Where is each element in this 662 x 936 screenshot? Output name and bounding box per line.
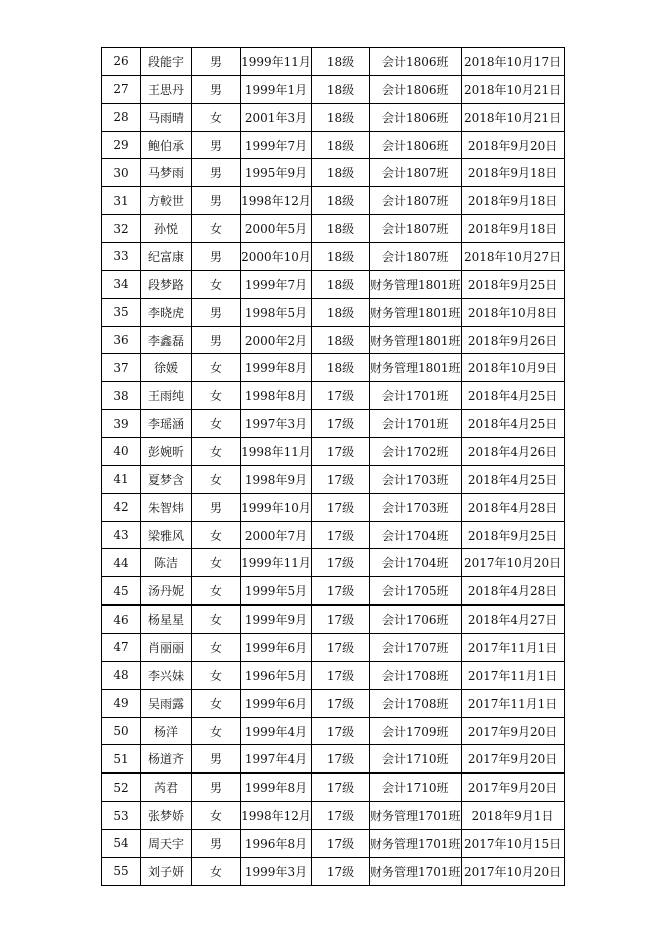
grade-cell: 18级 [312, 159, 370, 187]
class-name-cell: 财务管理1801班 [370, 270, 462, 298]
gender-cell: 女 [192, 438, 241, 466]
row-number-cell: 29 [102, 131, 141, 159]
grade-cell: 17级 [312, 549, 370, 577]
date-cell: 2017年10月15日 [461, 830, 564, 858]
birth-month-cell: 1995年9月 [241, 159, 312, 187]
table-row [102, 493, 565, 521]
date-cell: 2018年9月18日 [461, 159, 564, 187]
student-name-cell: 朱智炜 [141, 493, 192, 521]
student-name-cell: 陈洁 [141, 549, 192, 577]
date-cell: 2017年10月20日 [461, 857, 564, 885]
gender-cell: 女 [192, 410, 241, 438]
birth-month-cell: 1997年4月 [241, 745, 312, 773]
date-cell: 2018年4月25日 [461, 410, 564, 438]
row-number-cell: 44 [102, 549, 141, 577]
grade-cell: 17级 [312, 382, 370, 410]
class-name-cell: 会计1806班 [370, 103, 462, 131]
table-row [102, 243, 565, 271]
student-name-cell: 王雨纯 [141, 382, 192, 410]
date-cell: 2018年9月25日 [461, 270, 564, 298]
gender-cell: 女 [192, 521, 241, 549]
class-name-cell: 会计1708班 [370, 661, 462, 689]
date-cell: 2018年10月21日 [461, 103, 564, 131]
table-row [102, 773, 565, 801]
grade-cell: 17级 [312, 634, 370, 662]
date-cell: 2018年4月26日 [461, 438, 564, 466]
birth-month-cell: 1999年3月 [241, 857, 312, 885]
class-name-cell: 会计1708班 [370, 689, 462, 717]
birth-month-cell: 1998年8月 [241, 382, 312, 410]
student-name-cell: 李晓虎 [141, 298, 192, 326]
birth-month-cell: 1999年7月 [241, 270, 312, 298]
birth-month-cell: 1998年5月 [241, 298, 312, 326]
gender-cell: 女 [192, 857, 241, 885]
class-name-cell: 会计1806班 [370, 131, 462, 159]
grade-cell: 17级 [312, 689, 370, 717]
gender-cell: 女 [192, 802, 241, 830]
row-number-cell: 54 [102, 830, 141, 858]
table-row [102, 48, 565, 76]
gender-cell: 女 [192, 605, 241, 633]
student-name-cell: 杨道齐 [141, 745, 192, 773]
table-row [102, 549, 565, 577]
grade-cell: 17级 [312, 465, 370, 493]
date-cell: 2017年9月20日 [461, 745, 564, 773]
gender-cell: 男 [192, 773, 241, 801]
grade-cell: 17级 [312, 410, 370, 438]
date-cell: 2017年11月1日 [461, 689, 564, 717]
row-number-cell: 39 [102, 410, 141, 438]
row-number-cell: 31 [102, 187, 141, 215]
grade-cell: 18级 [312, 215, 370, 243]
table-row [102, 326, 565, 354]
row-number-cell: 42 [102, 493, 141, 521]
class-name-cell: 财务管理1701班 [370, 857, 462, 885]
table-row [102, 75, 565, 103]
grade-cell: 17级 [312, 773, 370, 801]
gender-cell: 男 [192, 326, 241, 354]
table-row [102, 103, 565, 131]
date-cell: 2017年9月20日 [461, 717, 564, 745]
grade-cell: 18级 [312, 187, 370, 215]
class-name-cell: 会计1709班 [370, 717, 462, 745]
student-table [101, 47, 565, 886]
gender-cell: 男 [192, 159, 241, 187]
date-cell: 2018年10月8日 [461, 298, 564, 326]
grade-cell: 18级 [312, 298, 370, 326]
row-number-cell: 51 [102, 745, 141, 773]
student-name-cell: 夏梦含 [141, 465, 192, 493]
table-row [102, 270, 565, 298]
table-row [102, 830, 565, 858]
student-name-cell: 段梦路 [141, 270, 192, 298]
gender-cell: 女 [192, 577, 241, 605]
date-cell: 2017年10月20日 [461, 549, 564, 577]
birth-month-cell: 1999年1月 [241, 75, 312, 103]
birth-month-cell: 1998年12月 [241, 802, 312, 830]
class-name-cell: 会计1710班 [370, 773, 462, 801]
student-name-cell: 李兴妹 [141, 661, 192, 689]
row-number-cell: 53 [102, 802, 141, 830]
table-row [102, 159, 565, 187]
class-name-cell: 会计1701班 [370, 382, 462, 410]
class-name-cell: 会计1807班 [370, 187, 462, 215]
row-number-cell: 30 [102, 159, 141, 187]
row-number-cell: 41 [102, 465, 141, 493]
gender-cell: 女 [192, 103, 241, 131]
student-name-cell: 马雨晴 [141, 103, 192, 131]
table-row [102, 802, 565, 830]
student-name-cell: 李瑶涵 [141, 410, 192, 438]
table-row [102, 354, 565, 382]
row-number-cell: 28 [102, 103, 141, 131]
student-name-cell: 吴雨露 [141, 689, 192, 717]
student-name-cell: 纪富康 [141, 243, 192, 271]
class-name-cell: 财务管理1701班 [370, 802, 462, 830]
date-cell: 2018年4月25日 [461, 465, 564, 493]
date-cell: 2018年9月25日 [461, 521, 564, 549]
row-number-cell: 52 [102, 773, 141, 801]
birth-month-cell: 1996年5月 [241, 661, 312, 689]
student-name-cell: 李鑫磊 [141, 326, 192, 354]
table-row [102, 215, 565, 243]
row-number-cell: 43 [102, 521, 141, 549]
student-name-cell: 鲍伯承 [141, 131, 192, 159]
row-number-cell: 38 [102, 382, 141, 410]
student-name-cell: 刘子妍 [141, 857, 192, 885]
date-cell: 2018年4月27日 [461, 605, 564, 633]
gender-cell: 女 [192, 354, 241, 382]
class-name-cell: 会计1806班 [370, 75, 462, 103]
row-number-cell: 27 [102, 75, 141, 103]
date-cell: 2017年11月1日 [461, 634, 564, 662]
student-name-cell: 方較世 [141, 187, 192, 215]
grade-cell: 17级 [312, 493, 370, 521]
birth-month-cell: 1998年12月 [241, 187, 312, 215]
gender-cell: 女 [192, 215, 241, 243]
birth-month-cell: 1999年9月 [241, 605, 312, 633]
student-name-cell: 汤丹妮 [141, 577, 192, 605]
date-cell: 2018年10月17日 [461, 48, 564, 76]
table-row [102, 187, 565, 215]
gender-cell: 女 [192, 717, 241, 745]
grade-cell: 17级 [312, 605, 370, 633]
gender-cell: 男 [192, 243, 241, 271]
gender-cell: 男 [192, 187, 241, 215]
table-row [102, 634, 565, 662]
table-row [102, 521, 565, 549]
student-name-cell: 肖丽丽 [141, 634, 192, 662]
grade-cell: 18级 [312, 326, 370, 354]
birth-month-cell: 1999年7月 [241, 131, 312, 159]
student-name-cell: 彭婉昕 [141, 438, 192, 466]
student-name-cell: 王思丹 [141, 75, 192, 103]
date-cell: 2018年9月20日 [461, 131, 564, 159]
gender-cell: 女 [192, 661, 241, 689]
birth-month-cell: 2000年10月 [241, 243, 312, 271]
row-number-cell: 46 [102, 605, 141, 633]
table-row [102, 605, 565, 633]
birth-month-cell: 2001年3月 [241, 103, 312, 131]
class-name-cell: 财务管理1801班 [370, 298, 462, 326]
class-name-cell: 会计1707班 [370, 634, 462, 662]
date-cell: 2018年10月21日 [461, 75, 564, 103]
gender-cell: 男 [192, 830, 241, 858]
class-name-cell: 会计1807班 [370, 243, 462, 271]
class-name-cell: 会计1806班 [370, 48, 462, 76]
class-name-cell: 会计1704班 [370, 549, 462, 577]
row-number-cell: 34 [102, 270, 141, 298]
date-cell: 2018年4月28日 [461, 493, 564, 521]
grade-cell: 18级 [312, 131, 370, 159]
row-number-cell: 55 [102, 857, 141, 885]
gender-cell: 女 [192, 270, 241, 298]
birth-month-cell: 1999年6月 [241, 634, 312, 662]
student-name-cell: 段能宇 [141, 48, 192, 76]
date-cell: 2018年9月18日 [461, 215, 564, 243]
gender-cell: 女 [192, 689, 241, 717]
grade-cell: 18级 [312, 354, 370, 382]
row-number-cell: 49 [102, 689, 141, 717]
birth-month-cell: 1997年3月 [241, 410, 312, 438]
class-name-cell: 会计1703班 [370, 465, 462, 493]
row-number-cell: 26 [102, 48, 141, 76]
date-cell: 2017年11月1日 [461, 661, 564, 689]
student-name-cell: 张梦娇 [141, 802, 192, 830]
grade-cell: 17级 [312, 577, 370, 605]
row-number-cell: 48 [102, 661, 141, 689]
student-name-cell: 杨洋 [141, 717, 192, 745]
date-cell: 2018年9月18日 [461, 187, 564, 215]
grade-cell: 18级 [312, 75, 370, 103]
class-name-cell: 会计1701班 [370, 410, 462, 438]
gender-cell: 男 [192, 298, 241, 326]
table-row [102, 745, 565, 773]
date-cell: 2018年4月28日 [461, 577, 564, 605]
class-name-cell: 会计1807班 [370, 159, 462, 187]
table-row [102, 717, 565, 745]
table-row [102, 577, 565, 605]
gender-cell: 女 [192, 465, 241, 493]
gender-cell: 女 [192, 382, 241, 410]
class-name-cell: 财务管理1801班 [370, 354, 462, 382]
birth-month-cell: 1998年9月 [241, 465, 312, 493]
grade-cell: 17级 [312, 438, 370, 466]
class-name-cell: 会计1703班 [370, 493, 462, 521]
grade-cell: 18级 [312, 243, 370, 271]
birth-month-cell: 1999年10月 [241, 493, 312, 521]
student-name-cell: 徐媛 [141, 354, 192, 382]
birth-month-cell: 1999年6月 [241, 689, 312, 717]
grade-cell: 17级 [312, 661, 370, 689]
row-number-cell: 45 [102, 577, 141, 605]
grade-cell: 18级 [312, 270, 370, 298]
student-name-cell: 马梦雨 [141, 159, 192, 187]
grade-cell: 17级 [312, 745, 370, 773]
class-name-cell: 会计1706班 [370, 605, 462, 633]
grade-cell: 18级 [312, 103, 370, 131]
gender-cell: 男 [192, 48, 241, 76]
grade-cell: 17级 [312, 717, 370, 745]
row-number-cell: 32 [102, 215, 141, 243]
class-name-cell: 会计1702班 [370, 438, 462, 466]
class-name-cell: 会计1704班 [370, 521, 462, 549]
table-row [102, 410, 565, 438]
table-row [102, 131, 565, 159]
date-cell: 2018年9月26日 [461, 326, 564, 354]
row-number-cell: 33 [102, 243, 141, 271]
gender-cell: 男 [192, 75, 241, 103]
class-name-cell: 会计1705班 [370, 577, 462, 605]
table-row [102, 857, 565, 885]
row-number-cell: 35 [102, 298, 141, 326]
gender-cell: 男 [192, 493, 241, 521]
table-row [102, 298, 565, 326]
gender-cell: 男 [192, 745, 241, 773]
gender-cell: 女 [192, 549, 241, 577]
grade-cell: 17级 [312, 802, 370, 830]
birth-month-cell: 2000年5月 [241, 215, 312, 243]
table-row [102, 661, 565, 689]
row-number-cell: 37 [102, 354, 141, 382]
table-row [102, 438, 565, 466]
birth-month-cell: 2000年2月 [241, 326, 312, 354]
table-row [102, 465, 565, 493]
grade-cell: 17级 [312, 521, 370, 549]
row-number-cell: 47 [102, 634, 141, 662]
grade-cell: 18级 [312, 48, 370, 76]
birth-month-cell: 2000年7月 [241, 521, 312, 549]
birth-month-cell: 1998年11月 [241, 438, 312, 466]
birth-month-cell: 1999年11月 [241, 549, 312, 577]
grade-cell: 17级 [312, 857, 370, 885]
table-row [102, 382, 565, 410]
student-name-cell: 周天宇 [141, 830, 192, 858]
gender-cell: 男 [192, 131, 241, 159]
birth-month-cell: 1999年5月 [241, 577, 312, 605]
class-name-cell: 财务管理1801班 [370, 326, 462, 354]
row-number-cell: 40 [102, 438, 141, 466]
row-number-cell: 50 [102, 717, 141, 745]
date-cell: 2018年4月25日 [461, 382, 564, 410]
gender-cell: 女 [192, 634, 241, 662]
student-name-cell: 芮君 [141, 773, 192, 801]
date-cell: 2018年9月1日 [461, 802, 564, 830]
birth-month-cell: 1999年4月 [241, 717, 312, 745]
class-name-cell: 财务管理1701班 [370, 830, 462, 858]
class-name-cell: 会计1710班 [370, 745, 462, 773]
birth-month-cell: 1999年8月 [241, 773, 312, 801]
birth-month-cell: 1999年11月 [241, 48, 312, 76]
grade-cell: 17级 [312, 830, 370, 858]
birth-month-cell: 1996年8月 [241, 830, 312, 858]
student-name-cell: 孙悦 [141, 215, 192, 243]
class-name-cell: 会计1807班 [370, 215, 462, 243]
student-name-cell: 杨星星 [141, 605, 192, 633]
table-row [102, 689, 565, 717]
student-name-cell: 梁雅风 [141, 521, 192, 549]
date-cell: 2018年10月9日 [461, 354, 564, 382]
date-cell: 2017年9月20日 [461, 773, 564, 801]
date-cell: 2018年10月27日 [461, 243, 564, 271]
row-number-cell: 36 [102, 326, 141, 354]
birth-month-cell: 1999年8月 [241, 354, 312, 382]
